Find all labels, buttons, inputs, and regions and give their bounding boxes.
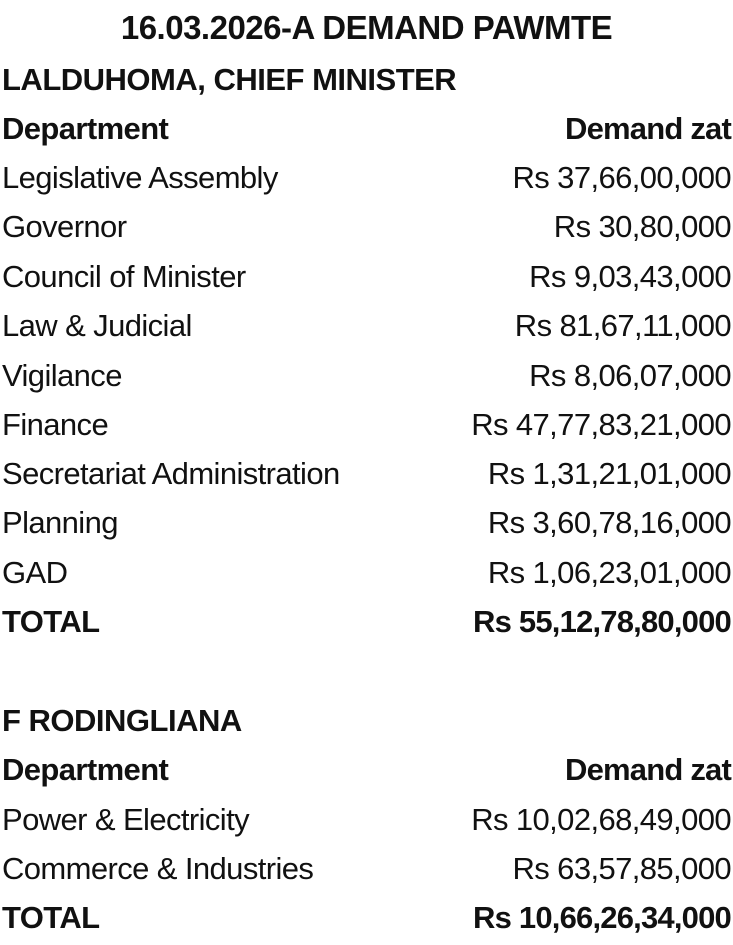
department-name: Council of Minister <box>2 259 246 294</box>
minister-name: F RODINGLIANA <box>2 703 242 738</box>
department-name: Planning <box>2 505 118 540</box>
total-row <box>0 898 731 938</box>
column-header-department: Department <box>2 752 169 787</box>
demand-amount: Rs 47,77,83,21,000 <box>471 407 731 442</box>
demand-amount: Rs 10,02,68,49,000 <box>471 802 731 837</box>
table-row <box>0 454 731 494</box>
total-row <box>0 602 731 642</box>
department-name: GAD <box>2 555 68 590</box>
table-row <box>0 503 731 543</box>
total-label: TOTAL <box>2 900 100 935</box>
table-header <box>0 109 731 149</box>
demand-amount: Rs 37,66,00,000 <box>512 160 731 195</box>
column-header-demand: Demand zat <box>565 752 731 787</box>
department-name: Finance <box>2 407 109 442</box>
demand-amount: Rs 30,80,000 <box>553 209 731 244</box>
table-row <box>0 158 731 198</box>
department-name: Secretariat Administration <box>2 456 340 491</box>
department-name: Governor <box>2 209 127 244</box>
table-row <box>0 405 731 445</box>
page-title: 16.03.2026-A DEMAND PAWMTE <box>120 9 613 46</box>
total-label: TOTAL <box>2 604 100 639</box>
department-name: Law & Judicial <box>2 308 192 343</box>
demand-amount: Rs 3,60,78,16,000 <box>487 505 731 540</box>
table-row <box>0 207 731 247</box>
demand-amount: Rs 8,06,07,000 <box>529 358 731 393</box>
minister-name: LALDUHOMA, CHIEF MINISTER <box>2 62 457 97</box>
department-name: Commerce & Industries <box>2 851 314 886</box>
table-header <box>0 750 731 790</box>
table-row <box>0 553 731 593</box>
demand-amount: Rs 63,57,85,000 <box>512 851 731 886</box>
demand-amount: Rs 9,03,43,000 <box>529 259 731 294</box>
table-row <box>0 257 731 297</box>
total-amount: Rs 10,66,26,34,000 <box>473 900 731 935</box>
table-row <box>0 800 731 840</box>
table-row <box>0 356 731 396</box>
total-amount: Rs 55,12,78,80,000 <box>473 604 731 639</box>
demand-amount: Rs 1,06,23,01,000 <box>487 555 731 590</box>
column-header-department: Department <box>2 111 169 146</box>
department-name: Vigilance <box>2 358 122 393</box>
demand-amount: Rs 1,31,21,01,000 <box>487 456 731 491</box>
table-row <box>0 306 731 346</box>
table-row <box>0 849 731 889</box>
department-name: Legislative Assembly <box>2 160 278 195</box>
column-header-demand: Demand zat <box>565 111 731 146</box>
demand-amount: Rs 81,67,11,000 <box>514 308 731 343</box>
department-name: Power & Electricity <box>2 802 249 837</box>
